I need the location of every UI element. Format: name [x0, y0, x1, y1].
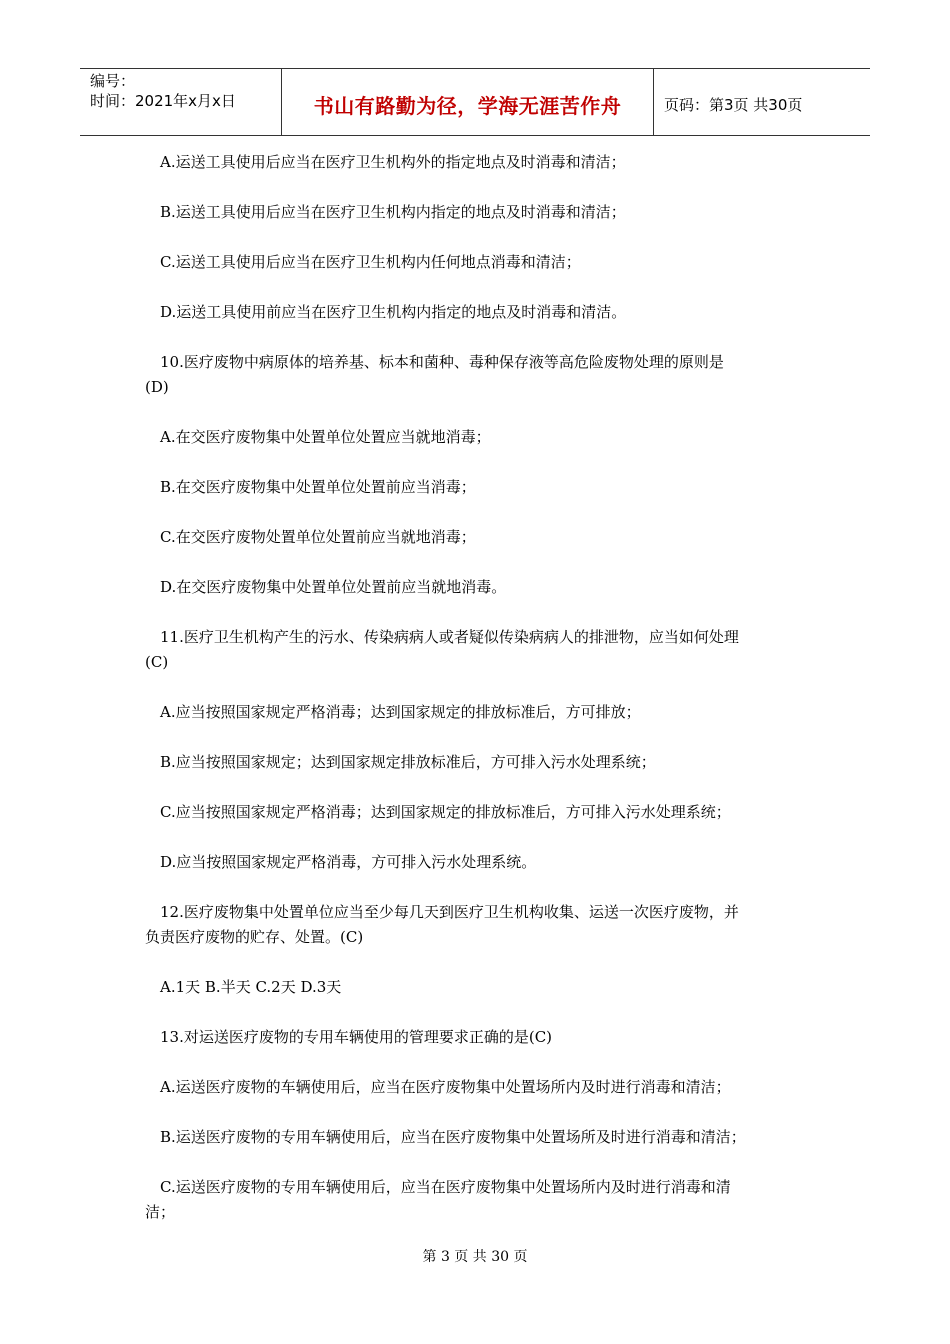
- answer-line: (D): [145, 378, 169, 396]
- option-line: C.运送医疗废物的专用车辆使用后，应当在医疗废物集中处置场所内及时进行消毒和清: [160, 1178, 731, 1196]
- option-line: C.在交医疗废物处置单位处置前应当就地消毒；: [160, 528, 476, 546]
- question-continuation: 负责医疗废物的贮存、处置。(C): [145, 928, 364, 946]
- time-label: 时间：2021年x月x日: [90, 92, 236, 110]
- option-line: D.在交医疗废物集中处置单位处置前应当就地消毒。: [160, 578, 507, 596]
- question-line: 13.对运送医疗废物的专用车辆使用的管理要求正确的是(C): [160, 1028, 553, 1046]
- question-line: 10.医疗废物中病原体的培养基、标本和菌种、毒种保存液等高危险废物处理的原则是: [160, 353, 724, 371]
- option-line: D.运送工具使用前应当在医疗卫生机构内指定的地点及时消毒和清洁。: [160, 303, 627, 321]
- header-page-info: 页码：第3页 共30页: [664, 95, 803, 114]
- option-line: A.运送工具使用后应当在医疗卫生机构外的指定地点及时消毒和清洁；: [160, 153, 626, 171]
- option-line: A.应当按照国家规定严格消毒；达到国家规定的排放标准后，方可排放；: [160, 703, 641, 721]
- option-line: B.运送医疗废物的专用车辆使用后，应当在医疗废物集中处置场所及时进行消毒和清洁；: [160, 1128, 746, 1146]
- option-line: B.应当按照国家规定；达到国家规定排放标准后，方可排入污水处理系统；: [160, 753, 656, 771]
- header-meta: [80, 69, 282, 135]
- answer-line: (C): [145, 653, 169, 671]
- page-header: [80, 68, 870, 136]
- option-line: C.运送工具使用后应当在医疗卫生机构内任何地点消毒和清洁；: [160, 253, 581, 271]
- question-line: 11.医疗卫生机构产生的污水、传染病病人或者疑似传染病病人的排泄物，应当如何处理: [160, 628, 739, 646]
- option-line: B.在交医疗废物集中处置单位处置前应当消毒；: [160, 478, 476, 496]
- option-line: A.运送医疗废物的车辆使用后，应当在医疗废物集中处置场所内及时进行消毒和清洁；: [160, 1078, 731, 1096]
- question-line: 12.医疗废物集中处置单位应当至少每几天到医疗卫生机构收集、运送一次医疗废物，并: [160, 903, 739, 921]
- page-footer: 第 3 页 共 30 页: [422, 1249, 528, 1265]
- serial-label: 编号：: [90, 72, 136, 90]
- header-motto: 书山有路勤为径，学海无涯苦作舟: [282, 69, 654, 135]
- document-body: [145, 150, 805, 1225]
- option-line: D.应当按照国家规定严格消毒，方可排入污水处理系统。: [160, 853, 537, 871]
- option-continuation: 洁；: [145, 1203, 176, 1221]
- option-line: A.1天 B.半天 C.2天 D.3天: [160, 978, 342, 996]
- option-line: B.运送工具使用后应当在医疗卫生机构内指定的地点及时消毒和清洁；: [160, 203, 626, 221]
- option-line: A.在交医疗废物集中处置单位处置应当就地消毒；: [160, 428, 491, 446]
- option-line: C.应当按照国家规定严格消毒；达到国家规定的排放标准后，方可排入污水处理系统；: [160, 803, 731, 821]
